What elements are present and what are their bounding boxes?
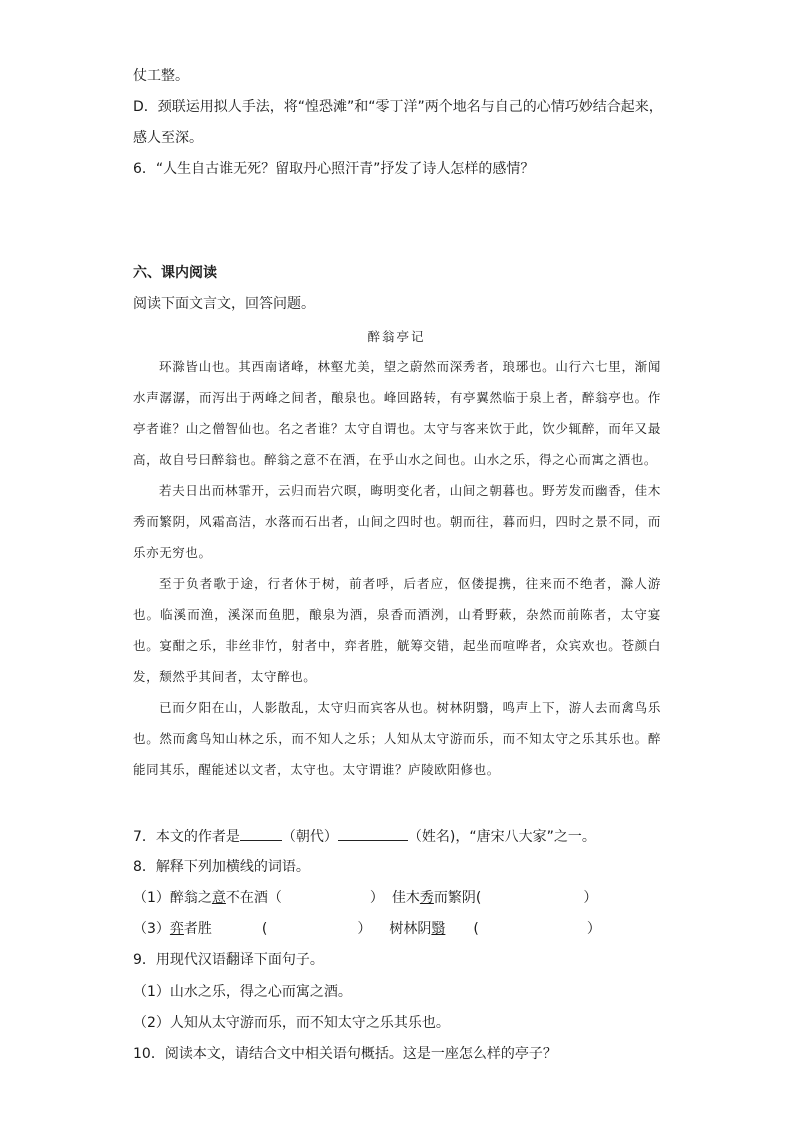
underlined-word: 秀 (419, 890, 434, 906)
question10: 10．阅读本文，请结合文中相关语句概括。这是一座怎么样的亭子？ (133, 1046, 557, 1062)
underlined-word: 弈 (169, 921, 184, 937)
article-body (133, 351, 661, 785)
question8-row2: （3）弈者胜 ( ） 树林阴翳 ( ） (133, 921, 601, 937)
question5-option-d-line1: D．颈联运用拟人手法，将“惶恐滩”和“零丁洋”两个地名与自己的心情巧妙结合起来， (133, 99, 663, 115)
answer-blank-name[interactable] (338, 826, 408, 841)
question6: 6．“人生自古谁无死？留取丹心照汗青”抒发了诗人怎样的感情？ (133, 161, 535, 177)
article-title: 醉翁亭记 (367, 329, 426, 344)
question5-tail: 仗工整。 (133, 68, 189, 84)
answer-blank-dynasty[interactable] (240, 826, 282, 841)
question9-stem: 9．用现代汉语翻译下面句子。 (133, 952, 324, 968)
question9-sentence1: （1）山水之乐，得之心而寓之酒。 (133, 984, 352, 1000)
article-paragraph: 至于负者歌于途，行者休于树，前者呼，后者应，伛偻提携，往来而不绝者，滁人游也。临溪而渔，溪深而鱼肥，酿泉为酒，泉香而酒洌，山肴野蔌，杂然而前陈者，太守宴也。宴酣之乐，非丝非竹，射者中，弈者胜，觥筹交错，起坐而喧哗者，众宾欢也。苍颜白发，颓然乎其间者，太守醉也。 (133, 576, 661, 684)
question8-row1: （1）醉翁之意不在酒（ ） 佳木秀而繁阴( ） (133, 890, 598, 906)
question9-sentence2: （2）人知从太守游而乐，而不知太守之乐其乐也。 (133, 1015, 450, 1031)
article-paragraph: 环滁皆山也。其西南诸峰，林壑尤美，望之蔚然而深秀者，琅琊也。山行六七里，渐闻水声潺潺，而泻出于两峰之间者，酿泉也。峰回路转，有亭翼然临于泉上者，醉翁亭也。作亭者谁？山之僧智仙也。名之者谁？太守自谓也。太守与客来饮于此，饮少辄醉，而年又最高，故自号曰醉翁也。醉翁之意不在酒，在乎山水之间也。山水之乐，得之心而寓之酒也。 (133, 359, 661, 467)
section-title: 六、课内阅读 (133, 265, 217, 281)
question7: 7．本文的作者是 （朝代） （姓名)，“唐宋八大家”之一。 (133, 826, 596, 847)
underlined-word: 意 (211, 890, 226, 906)
question5-option-d-line2: 感人至深。 (133, 130, 203, 146)
question8-stem: 8．解释下列加横线的词语。 (133, 859, 310, 875)
underlined-word: 翳 (431, 921, 446, 937)
reading-instruction: 阅读下面文言文，回答问题。 (133, 296, 315, 312)
article-paragraph: 若夫日出而林霏开，云归而岩穴暝，晦明变化者，山间之朝暮也。野芳发而幽香，佳木秀而繁阴，风霜高洁，水落而石出者，山间之四时也。朝而往，暮而归，四时之景不同，而乐亦无穷也。 (133, 483, 661, 560)
article-paragraph: 已而夕阳在山，人影散乱，太守归而宾客从也。树林阴翳，鸣声上下，游人去而禽鸟乐也。然而禽鸟知山林之乐，而不知人之乐；人知从太守游而乐，而不知太守之乐其乐也。醉能同其乐，醒能述以文者，太守也。太守谓谁？庐陵欧阳修也。 (133, 700, 661, 777)
